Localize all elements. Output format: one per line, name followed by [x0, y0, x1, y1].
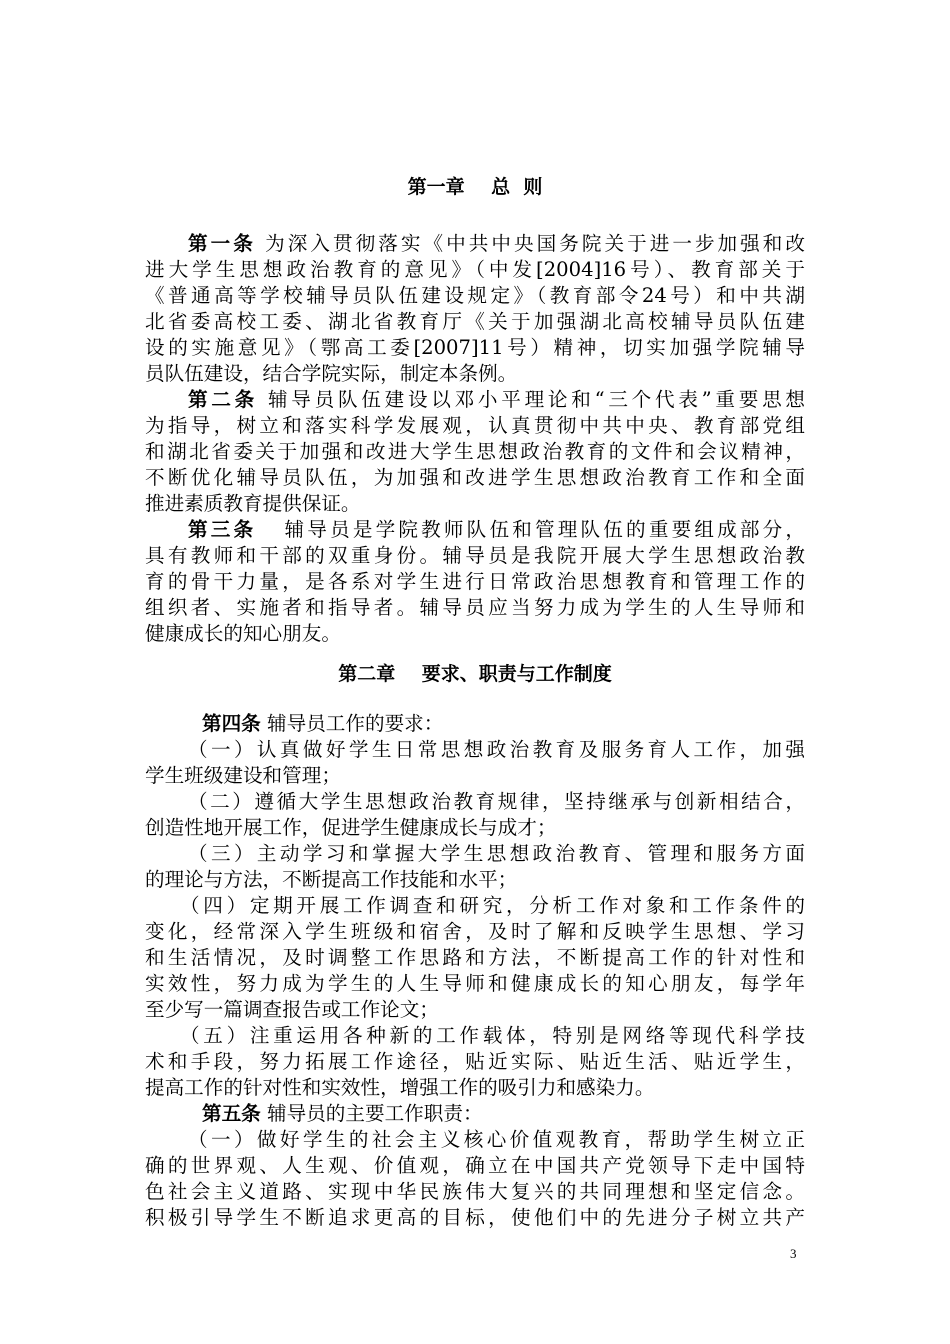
article-2-line: 为指导，树立和落实科学发展观，认真贯彻中共中央、教育部党组 [145, 414, 805, 437]
article-4-item-line: 提高工作的针对性和实效性，增强工作的吸引力和感染力。 [145, 1076, 655, 1099]
article-4-item-line: 实效性，努力成为学生的人生导师和健康成长的知心朋友，每学年 [145, 972, 805, 995]
article-4-item-line: 至少写一篇调查报告或工作论文； [145, 998, 439, 1021]
article-4-item-line: （五）注重运用各种新的工作载体，特别是网络等现代科学技 [180, 1024, 805, 1047]
article-2-label: 第二条 [188, 388, 258, 411]
article-2-line: 和湖北省委关于加强和改进大学生思想政治教育的文件和会议精神， [145, 440, 805, 463]
article-1-line: 进大学生思想政治教育的意见》（中发[2004]16号）、教育部关于 [145, 258, 805, 281]
article-4-intro: 第四条 辅导员工作的要求： [202, 712, 444, 735]
article-4-item-line: （一）认真做好学生日常思想政治教育及服务育人工作，加强 [188, 738, 805, 761]
article-1-line: 员队伍建设，结合学院实际，制定本条例。 [145, 362, 518, 385]
article-1-line: 《普通高等学校辅导员队伍建设规定》（教育部令24号）和中共湖 [145, 284, 805, 307]
article-4-label: 第四条 [202, 712, 261, 735]
article-4-item-line: 变化，经常深入学生班级和宿舍，及时了解和反映学生思想、学习 [145, 920, 805, 943]
article-5-item-line: 积极引导学生不断追求更高的目标，使他们中的先进分子树立共产 [145, 1206, 805, 1229]
page-number: 3 [790, 1246, 797, 1261]
article-1-label: 第一条 [188, 232, 256, 255]
article-3-first-line: 第三条 辅导员是学院教师队伍和管理队伍的重要组成部分， [188, 518, 806, 541]
article-1-line: 设的实施意见》（鄂高工委[2007]11号）精神，切实加强学院辅导 [145, 336, 805, 359]
article-5-item-line: （一）做好学生的社会主义核心价值观教育，帮助学生树立正 [188, 1128, 805, 1151]
chapter-1-heading: 第一章 总 则 [407, 176, 543, 198]
article-2-line: 推进素质教育提供保证。 [145, 492, 361, 515]
article-4-item-line: （二）遵循大学生思想政治教育规律，坚持继承与创新相结合， [188, 790, 805, 813]
article-4-item-line: （三）主动学习和掌握大学生思想政治教育、管理和服务方面 [188, 842, 805, 865]
article-5-label: 第五条 [202, 1102, 261, 1125]
article-1-line: 北省委高校工委、湖北省教育厅《关于加强湖北高校辅导员队伍建 [145, 310, 805, 333]
article-3-line: 健康成长的知心朋友。 [145, 622, 341, 645]
article-4-item-line: （四）定期开展工作调查和研究，分析工作对象和工作条件的 [180, 894, 805, 917]
article-5-item-line: 色社会主义道路、实现中华民族伟大复兴的共同理想和坚定信念。 [145, 1180, 805, 1203]
article-4-item-line: 的理论与方法，不断提高工作技能和水平； [145, 868, 518, 891]
article-5-intro: 第五条 辅导员的主要工作职责： [202, 1102, 483, 1125]
article-4-item-line: 和生活情况，及时调整工作思路和方法，不断提高工作的针对性和 [145, 946, 805, 969]
article-4-item-line: 学生班级建设和管理； [145, 764, 341, 787]
article-1-first-line: 第一条 为深入贯彻落实《中共中央国务院关于进一步加强和改 [188, 232, 806, 255]
article-3-line: 组织者、实施者和指导者。辅导员应当努力成为学生的人生导师和 [145, 596, 805, 619]
article-4-item-line: 创造性地开展工作，促进学生健康成长与成才； [145, 816, 557, 839]
article-2-first-line: 第二条 辅导员队伍建设以邓小平理论和“三个代表”重要思想 [188, 388, 805, 411]
article-5-item-line: 确的世界观、人生观、价值观，确立在中国共产党领导下走中国特 [145, 1154, 805, 1177]
article-3-line: 育的骨干力量，是各系对学生进行日常政治思想教育和管理工作的 [145, 570, 805, 593]
article-4-item-line: 术和手段，努力拓展工作途径，贴近实际、贴近生活、贴近学生， [145, 1050, 805, 1073]
article-3-line: 具有教师和干部的双重身份。辅导员是我院开展大学生思想政治教 [145, 544, 805, 567]
chapter-2-heading: 第二章 要求、职责与工作制度 [338, 663, 612, 685]
article-3-label: 第三条 [188, 518, 257, 541]
article-2-line: 不断优化辅导员队伍，为加强和改进学生思想政治教育工作和全面 [145, 466, 805, 489]
